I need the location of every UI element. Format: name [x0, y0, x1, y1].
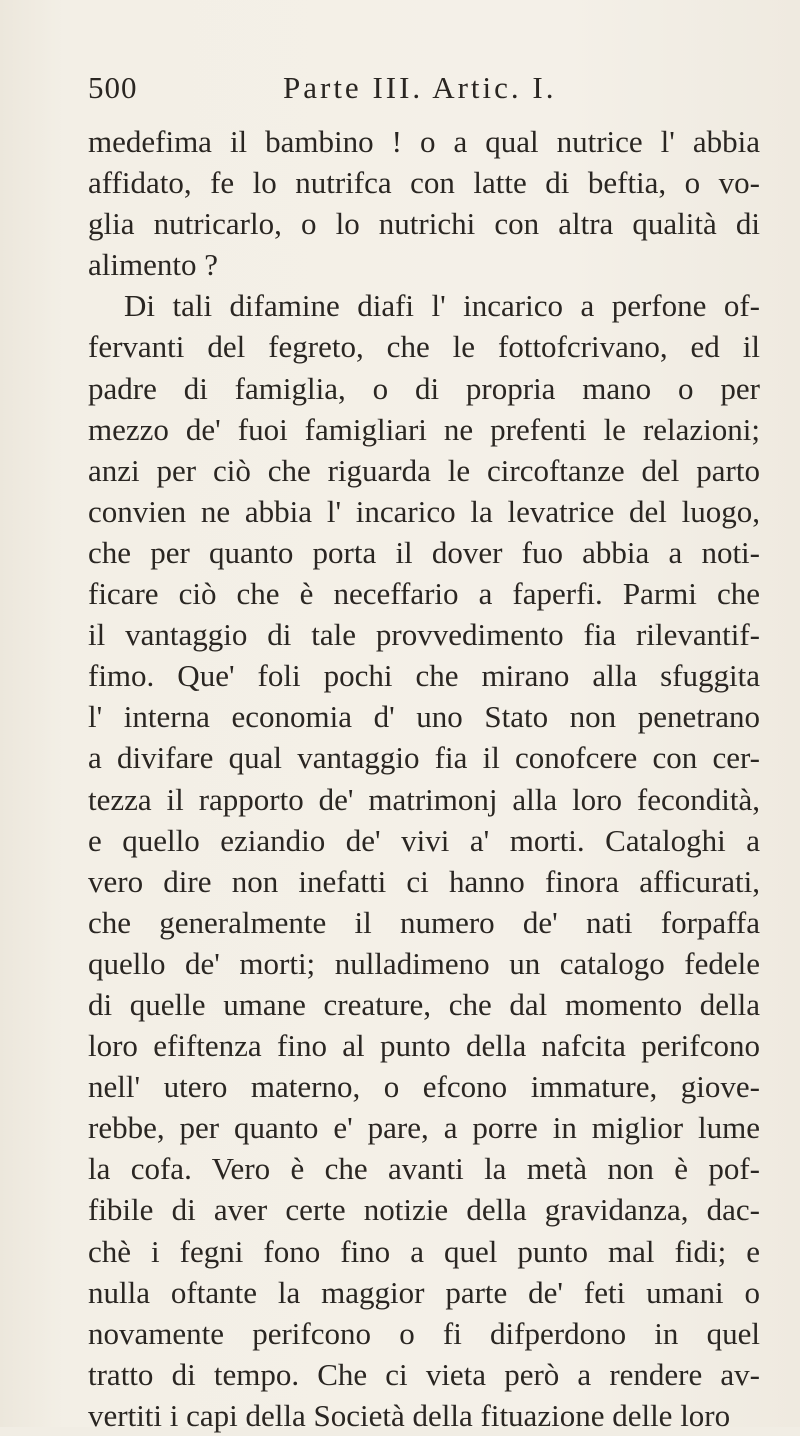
text-line: affidato, fe lo nutrifca con latte di beftia, o vo-: [88, 165, 760, 201]
text-line: mezzo de' fuoi famigliari ne prefenti le relazioni;: [88, 411, 760, 447]
text-line: tezza il rapporto de' matrimonj alla loro fecondità,: [88, 781, 760, 817]
text-line: la cofa. Vero è che avanti la metà non è pof-: [88, 1151, 760, 1187]
text-line: glia nutricarlo, o lo nutrichi con altra qualità di: [88, 206, 760, 242]
text-line: fibile di aver certe notizie della gravidanza, dac-: [88, 1192, 760, 1228]
text-line: padre di famiglia, o di propria mano o per: [88, 370, 760, 406]
text-line: l' interna economia d' uno Stato non penetrano: [88, 699, 760, 735]
text-line: il vantaggio di tale provvedimento fia rilevantif-: [88, 617, 760, 653]
text-line: di quelle umane creature, che dal momento della: [88, 986, 760, 1022]
text-line: alimento ?: [88, 247, 218, 283]
text-line: nulla oftante la maggior parte de' feti umani o: [88, 1274, 760, 1310]
text-line: tratto di tempo. Che ci vieta però a rendere av-: [88, 1356, 760, 1392]
text-line: novamente perifcono o fi difperdono in quel: [88, 1315, 760, 1351]
text-line: loro efiftenza fino al punto della nafcita perifcono: [88, 1028, 760, 1064]
text-line: che per quanto porta il dover fuo abbia a noti-: [88, 534, 760, 570]
text-line: che generalmente il numero de' nati forpaffa: [88, 904, 760, 940]
text-line: Di tali difamine diafi l' incarico a perfone of-: [124, 288, 760, 324]
text-line: quello de' morti; nulladimeno un catalogo fedele: [88, 945, 760, 981]
text-line: vero dire non inefatti ci hanno finora afficurati,: [88, 863, 760, 899]
body-text: [88, 121, 760, 1436]
running-head: [88, 70, 748, 120]
text-line: fimo. Que' foli pochi che mirano alla sfuggita: [88, 658, 760, 694]
text-line: convien ne abbia l' incarico la levatrice del luogo,: [88, 493, 760, 529]
text-line: nell' utero materno, o efcono immature, giove-: [88, 1069, 760, 1105]
text-line: fervanti del fegreto, che le fottofcrivano, ed il: [88, 329, 760, 365]
text-line: vertiti i capi della Società della fituazione delle loro: [88, 1397, 731, 1433]
text-line: anzi per ciò che riguarda le circoftanze del parto: [88, 452, 760, 488]
text-line: e quello eziandio de' vivi a' morti. Cataloghi a: [88, 822, 760, 858]
text-line: medefima il bambino ! o a qual nutrice l' abbia: [88, 124, 760, 159]
header-title: Parte III. Artic. I.: [283, 70, 557, 105]
text-line: ficare ciò che è neceffario a faperfi. Parmi che: [88, 576, 760, 612]
text-line: chè i fegni fono fino a quel punto mal fidi; e: [88, 1233, 760, 1269]
text-line: a divifare qual vantaggio fia il conofcere con cer-: [88, 740, 760, 776]
page-number: 500: [88, 70, 138, 105]
text-line: rebbe, per quanto e' pare, a porre in miglior lume: [88, 1110, 760, 1146]
